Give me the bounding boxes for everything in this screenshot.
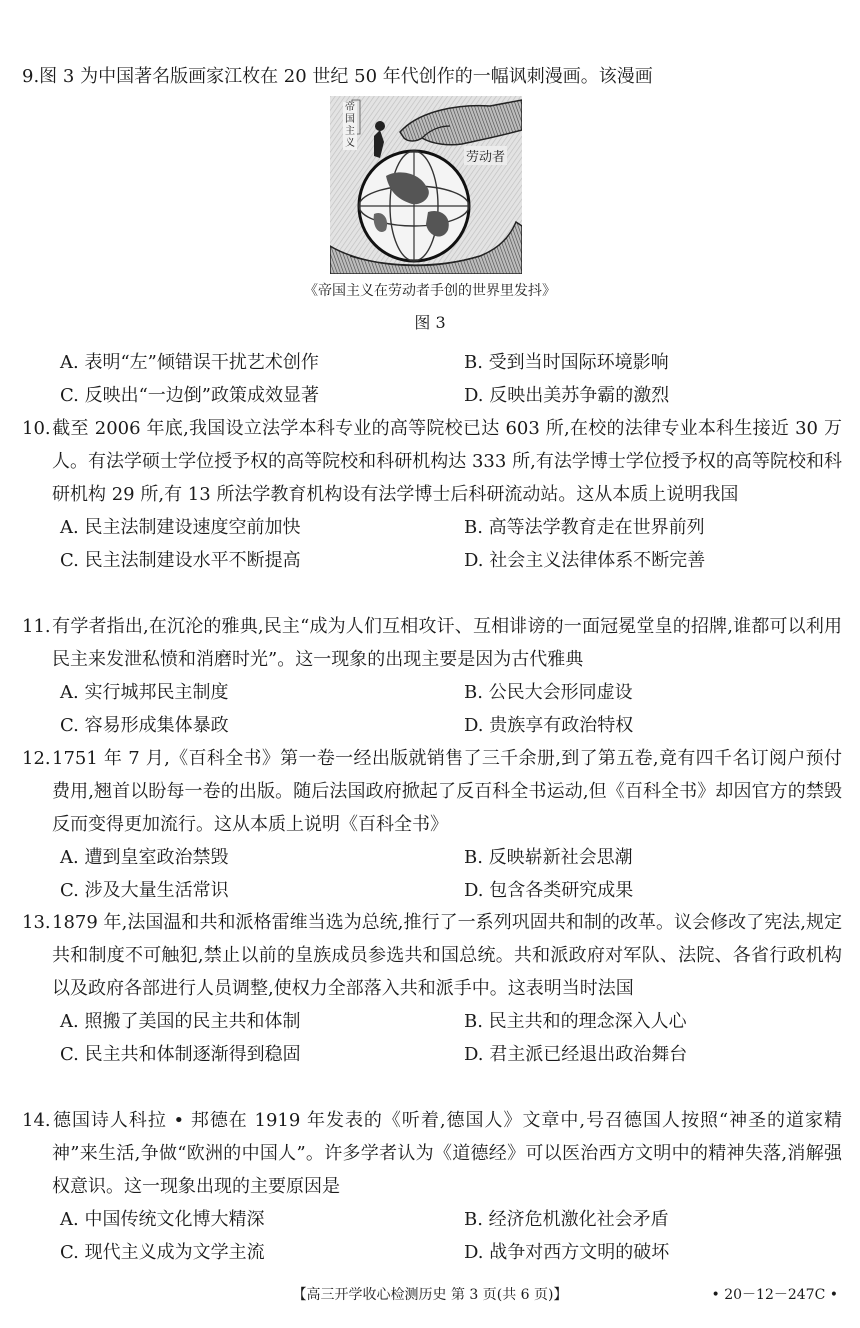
footer-page-info: 【高三开学收心检测历史 第 3 页(共 6 页)】 bbox=[292, 1287, 568, 1303]
question-text: 德国诗人科拉 • 邦德在 1919 年发表的《听着,德国人》文章中,号召德国人按照“神圣的道家精神”来生活,争做“欧洲的中国人”。许多学者认为《道德经》可以医治西方文明中的精神失落,消解强权意识。这一现象出现的主要原因是 bbox=[52, 1110, 842, 1197]
question-text: 截至 2006 年底,我国设立法学本科专业的高等院校已达 603 所,在校的法律专业本科生接近 30 万人。有法学硕士学位授予权的高等院校和科研机构达 333 所,有法学博士学位授予权的高等院校和科研机构 29 所,有 13 所法学教育机构设有法学博士后科研流动站。这从本质上说明我国 bbox=[52, 418, 842, 505]
option-a[interactable]: A. 照搬了美国的民主共和体制 bbox=[60, 1011, 301, 1032]
option-a[interactable]: A. 表明“左”倾错误干扰艺术创作 bbox=[60, 352, 319, 373]
question-text: 1879 年,法国温和共和派格雷维当选为总统,推行了一系列巩固共和制的改革。议会修改了宪法,规定共和制度不可触犯,禁止以前的皇族成员参选共和国总统。共和派政府对军队、法院、各省行政机构以及政府各部进行人员调整,使权力全部落入共和派手中。这表明当时法国 bbox=[52, 912, 842, 999]
question-10-stem bbox=[22, 412, 842, 511]
question-number: 12. bbox=[22, 748, 51, 769]
option-c[interactable]: C. 民主法制建设水平不断提高 bbox=[60, 550, 301, 571]
option-a[interactable]: A. 实行城邦民主制度 bbox=[60, 682, 229, 703]
question-text: 1751 年 7 月,《百科全书》第一卷一经出版就销售了三千余册,到了第五卷,竟有四千名订阅户预付费用,翘首以盼每一卷的出版。随后法国政府掀起了反百科全书运动,但《百科全书》却因官方的禁毁反而变得更加流行。这从本质上说明《百科全书》 bbox=[52, 748, 842, 835]
question-9-stem: 9.图 3 为中国著名版画家江枚在 20 世纪 50 年代创作的一幅讽刺漫画。该漫画 bbox=[22, 66, 653, 87]
option-d[interactable]: D. 反映出美苏争霸的激烈 bbox=[464, 385, 670, 406]
question-11 bbox=[22, 610, 842, 742]
question-14 bbox=[22, 1104, 842, 1269]
option-a[interactable]: A. 中国传统文化博大精深 bbox=[60, 1209, 265, 1230]
question-number: 11. bbox=[22, 616, 51, 637]
option-b[interactable]: B. 民主共和的理念深入人心 bbox=[464, 1011, 687, 1032]
option-d[interactable]: D. 贵族享有政治特权 bbox=[464, 715, 634, 736]
cartoon-figure bbox=[330, 96, 522, 274]
option-c[interactable]: C. 反映出“一边倒”政策成效显著 bbox=[60, 385, 319, 406]
figure-caption: 《帝国主义在劳动者手创的世界里发抖》 bbox=[304, 283, 556, 299]
option-c[interactable]: C. 容易形成集体暴政 bbox=[60, 715, 229, 736]
question-9 bbox=[22, 60, 842, 93]
question-12 bbox=[22, 742, 842, 907]
figure-label-imperialism: 帝国主义 bbox=[345, 102, 355, 149]
question-13 bbox=[22, 906, 842, 1071]
option-b[interactable]: B. 高等法学教育走在世界前列 bbox=[464, 517, 705, 538]
option-b[interactable]: B. 受到当时国际环境影响 bbox=[464, 352, 669, 373]
option-c[interactable]: C. 民主共和体制逐渐得到稳固 bbox=[60, 1044, 301, 1065]
question-number: 13. bbox=[22, 912, 51, 933]
option-c[interactable]: C. 涉及大量生活常识 bbox=[60, 880, 229, 901]
question-14-stem bbox=[22, 1104, 842, 1203]
question-13-stem bbox=[22, 906, 842, 1005]
question-11-stem bbox=[22, 610, 842, 676]
question-text: 有学者指出,在沉沦的雅典,民主“成为人们互相攻讦、互相诽谤的一面冠冕堂皇的招牌,谁都可以利用民主来发泄私愤和消磨时光”。这一现象的出现主要是因为古代雅典 bbox=[52, 616, 842, 670]
option-d[interactable]: D. 战争对西方文明的破坏 bbox=[464, 1242, 670, 1263]
option-b[interactable]: B. 公民大会形同虚设 bbox=[464, 682, 633, 703]
option-d[interactable]: D. 君主派已经退出政治舞台 bbox=[464, 1044, 688, 1065]
option-b[interactable]: B. 反映崭新社会思潮 bbox=[464, 847, 633, 868]
footer-exam-code: • 20－12－247C • bbox=[711, 1287, 838, 1303]
option-a[interactable]: A. 民主法制建设速度空前加快 bbox=[60, 517, 301, 538]
question-9-options bbox=[22, 346, 842, 412]
option-a[interactable]: A. 遭到皇室政治禁毁 bbox=[60, 847, 229, 868]
option-c[interactable]: C. 现代主义成为文学主流 bbox=[60, 1242, 265, 1263]
figure-label: 图 3 bbox=[414, 313, 446, 332]
cartoon-image bbox=[330, 96, 522, 274]
question-12-stem bbox=[22, 742, 842, 841]
option-b[interactable]: B. 经济危机激化社会矛盾 bbox=[464, 1209, 669, 1230]
question-10 bbox=[22, 412, 842, 577]
page-footer bbox=[0, 1280, 860, 1308]
question-number: 14. bbox=[22, 1110, 51, 1131]
option-d[interactable]: D. 包含各类研究成果 bbox=[464, 880, 634, 901]
figure-label-laborer: 劳动者 bbox=[464, 146, 507, 165]
question-number: 10. bbox=[22, 418, 51, 439]
option-d[interactable]: D. 社会主义法律体系不断完善 bbox=[464, 550, 706, 571]
